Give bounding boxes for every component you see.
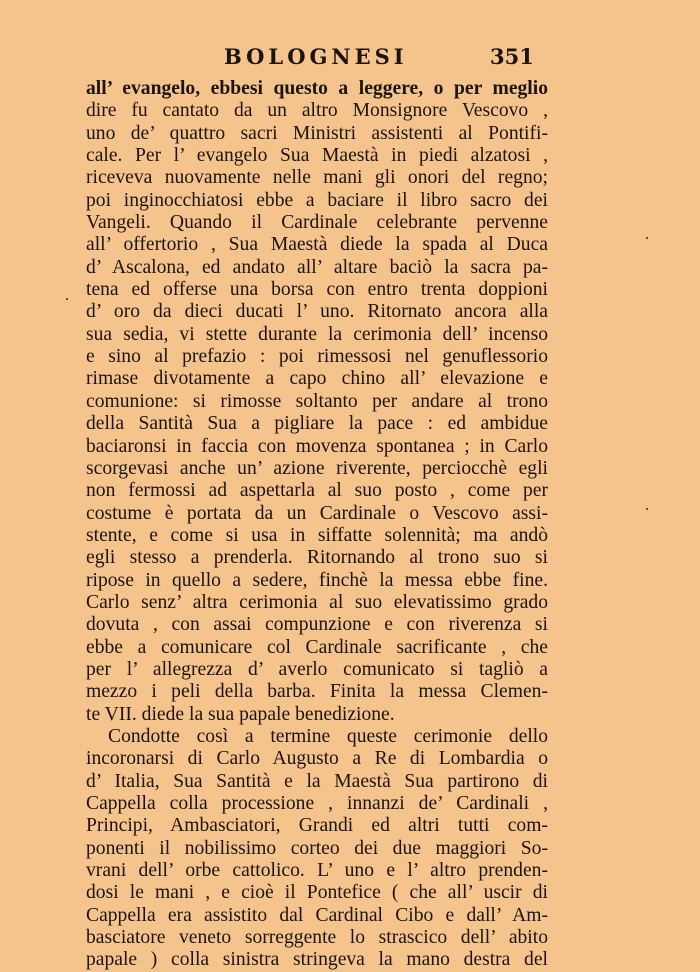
text-line: papale ) colla sinistra stringeva la mano destra del [86,949,548,971]
text-line: d’ oro da dieci ducati l’ uno. Ritornato ancora alla [86,301,548,323]
text-line: d’ Ascalona, ed andato all’ altare baciò la sacra pa- [86,256,548,278]
text-line: Condotte così a termine queste cerimonie dello [108,725,548,747]
text-line: ripose in quello a sedere, finchè la messa ebbe fine. [86,569,548,591]
text-line: sua sedia, vi stette durante la cerimonia dell’ incenso [86,323,548,345]
page-number: 351 [490,44,534,69]
running-title: BOLOGNESI [224,44,408,69]
text-line: uno de’ quattro sacri Ministri assistenti al Pontifi- [86,122,548,144]
text-line: e sino al prefazio : poi rimessosi nel genuflessorio [86,346,548,368]
paper-speck [646,237,648,239]
running-head [0,40,700,74]
text-line: Carlo senz’ altra cerimonia al suo elevatissimo grado [86,591,548,613]
text-line: non fermossi ad aspettarla al suo posto , come per [86,480,548,502]
text-line: Cappella era assistito dal Cardinal Cibo e dall’ Am- [86,904,548,926]
text-line: dire fu cantato da un altro Monsignore Vescovo , [86,100,548,122]
text-line: egli stesso a prenderla. Ritornando al trono suo si [86,547,548,569]
text-line: costume è portata da un Cardinale o Vescovo assi- [86,502,548,524]
text-line: rimase divotamente a capo chino all’ elevazione e [86,368,548,390]
text-line: all’ offertorio , Sua Maestà diede la spada al Duca [86,234,548,256]
text-line: mezzo i peli della barba. Finita la messa Clemen- [86,681,548,703]
text-line: ebbe a comunicare col Cardinale sacrificante , che [86,636,548,658]
text-line: stente, e come si usa in siffatte solennità; ma andò [86,524,548,546]
text-line: ponenti il nobilissimo corteo dei due maggiori So- [86,837,548,859]
text-line: baciaronsi in faccia con movenza spontanea ; in Carlo [86,435,548,457]
text-line: cale. Per l’ evangelo Sua Maestà in piedi alzatosi , [86,145,548,167]
text-line: per l’ allegrezza d’ averlo comunicato si tagliò a [86,658,548,680]
text-line: basciatore veneto sorreggente lo strascico dell’ abito [86,927,548,949]
text-line: riceveva nuovamente nelle mani gli onori del regno; [86,167,548,189]
text-line: comunione: si rimosse soltanto per andare al trono [86,390,548,412]
text-line: Vangeli. Quando il Cardinale celebrante pervenne [86,212,548,234]
text-line: tena ed offerse una borsa con entro trenta doppioni [86,279,548,301]
text-line: della Santità Sua a pigliare la pace : ed ambidue [86,413,548,435]
text-line: te VII. diede la sua papale benedizione. [86,703,395,725]
paper-speck [66,298,68,300]
text-line: poi inginocchiatosi ebbe a baciare il libro sacro dei [86,189,548,211]
text-line: Cappella colla processione , innanzi de’ Cardinali , [86,793,548,814]
text-line: incoronarsi di Carlo Augusto a Re di Lombardia o [86,748,548,770]
text-line: dovuta , con assai compunzione e con riverenza si [86,614,548,636]
body-text [86,78,548,972]
text-line: dosi le mani , e cioè il Pontefice ( che all’ uscir di [86,882,548,904]
paper-speck [646,508,648,510]
text-line: d’ Italia, Sua Santità e la Maestà Sua partirono di [86,770,548,792]
text-line: Principi, Ambasciatori, Grandi ed altri tutti com- [86,815,548,837]
text-line: scorgevasi anche un’ azione riverente, perciocchè egli [86,457,548,479]
text-line: all’ evangelo, ebbesi questo a leggere, o per meglio [86,78,548,99]
text-line: vrani dell’ orbe cattolico. L’ uno e l’ altro prenden- [86,860,548,882]
